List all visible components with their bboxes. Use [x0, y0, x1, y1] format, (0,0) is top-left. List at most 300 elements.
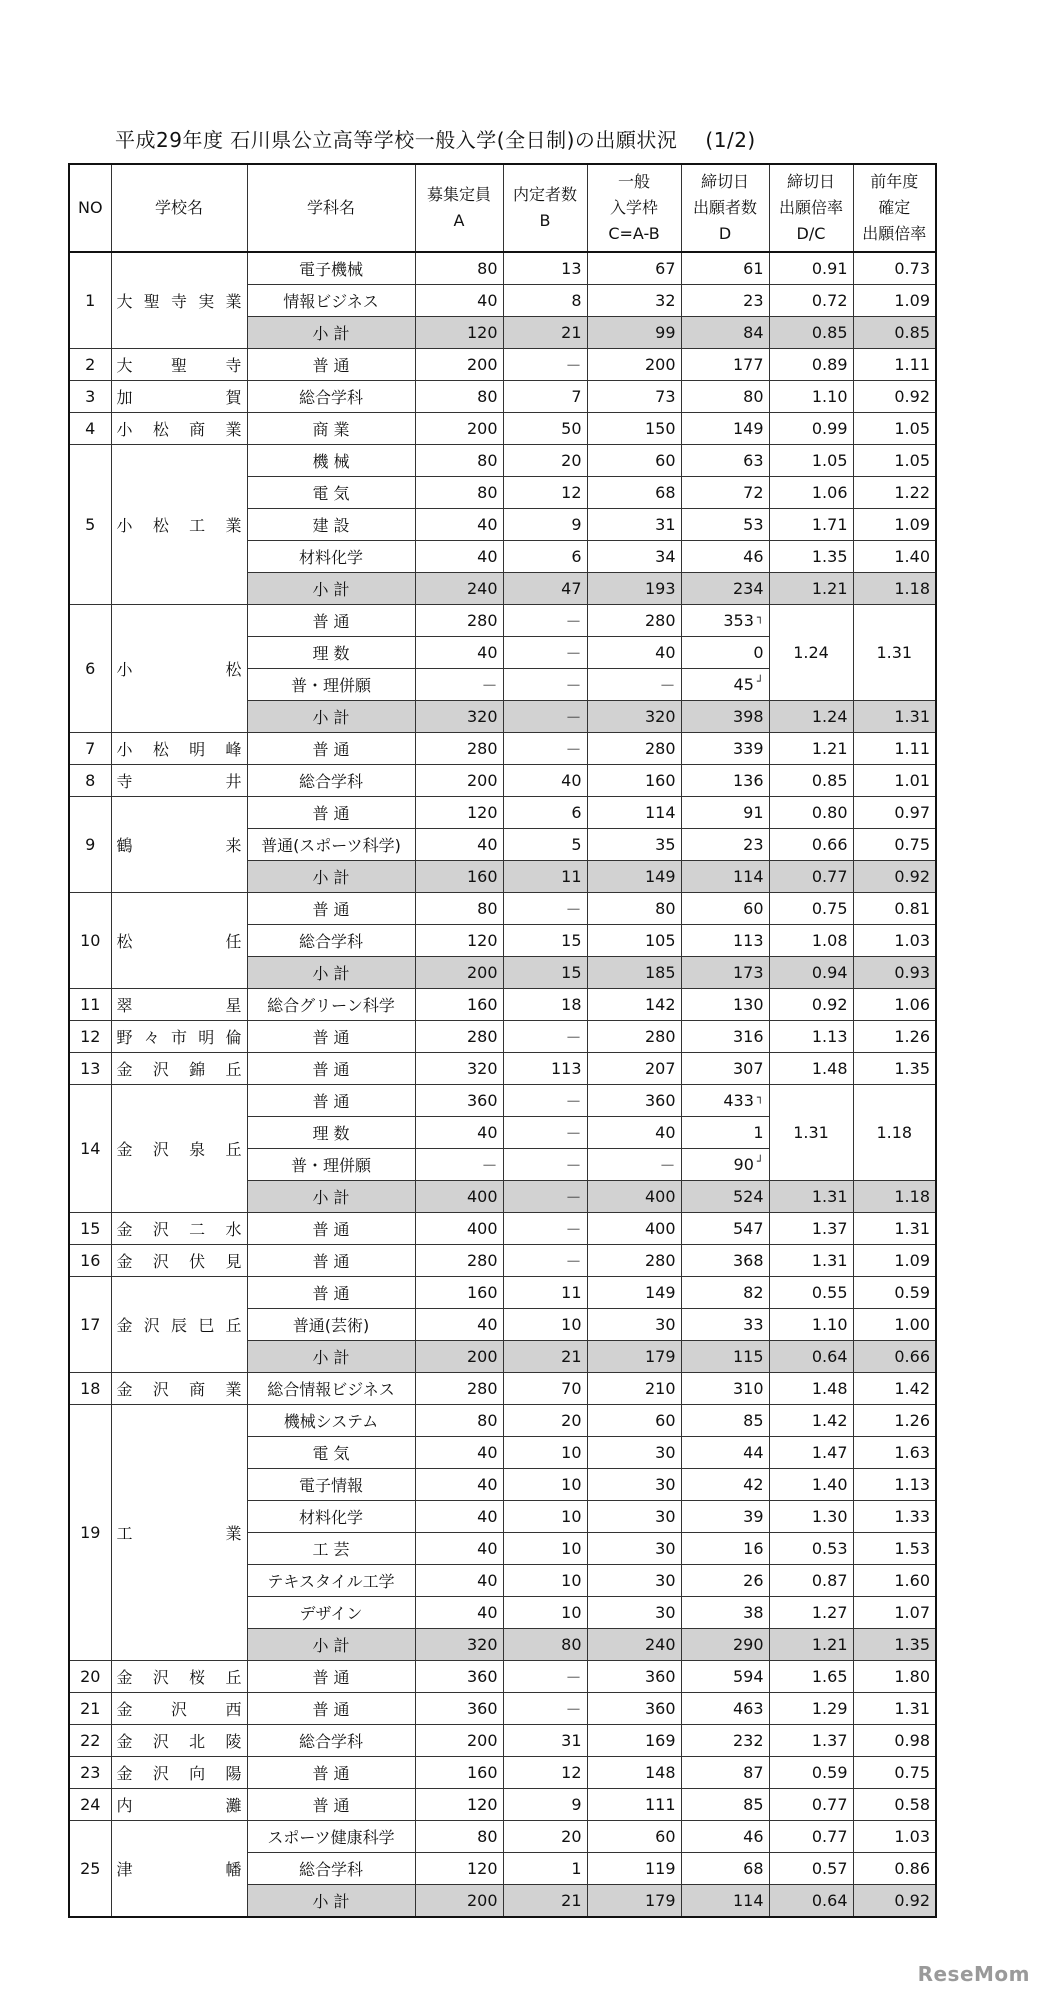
applicants-cell: 26: [681, 1565, 769, 1597]
capacity-cell: 120: [415, 317, 503, 349]
table-row: [69, 1213, 936, 1245]
school-no-cell: 9: [69, 797, 111, 893]
general-slots-cell: 60: [587, 445, 681, 477]
table-row: [69, 1757, 936, 1789]
school-name-cell: 金沢錦丘: [111, 1053, 247, 1085]
applicants-cell: 173: [681, 957, 769, 989]
applicants-cell: 114: [681, 1885, 769, 1918]
prev-ratio-cell: 0.92: [853, 1885, 936, 1918]
school-name-cell: 鶴来: [111, 797, 247, 893]
combined-ratio-cell: 1.24: [769, 605, 853, 701]
ratio-cell: 1.08: [769, 925, 853, 957]
prev-ratio-cell: 1.22: [853, 477, 936, 509]
general-slots-cell: 80: [587, 893, 681, 925]
admitted-cell: －: [503, 701, 587, 733]
general-slots-cell: 60: [587, 1821, 681, 1853]
col-header-ratio: 締切日 出願倍率 D/C: [769, 164, 853, 252]
capacity-cell: 160: [415, 1277, 503, 1309]
prev-ratio-cell: 1.31: [853, 1693, 936, 1725]
dept-cell: 材料化学: [247, 541, 415, 573]
prev-ratio-cell: 1.07: [853, 1597, 936, 1629]
school-name-cell: 翠星: [111, 989, 247, 1021]
applicants-cell: 524: [681, 1181, 769, 1213]
capacity-cell: 40: [415, 1597, 503, 1629]
admitted-cell: 21: [503, 1885, 587, 1918]
dept-cell: 総合グリーン科学: [247, 989, 415, 1021]
dept-cell: 電 気: [247, 1437, 415, 1469]
prev-ratio-cell: 1.35: [853, 1053, 936, 1085]
ratio-cell: 0.53: [769, 1533, 853, 1565]
ratio-cell: 1.10: [769, 1309, 853, 1341]
applicants-cell: 60: [681, 893, 769, 925]
table-row: [69, 1021, 936, 1053]
capacity-cell: 320: [415, 1629, 503, 1661]
applicants-cell: 91: [681, 797, 769, 829]
capacity-cell: 120: [415, 1789, 503, 1821]
dept-cell: 小 計: [247, 1629, 415, 1661]
prev-ratio-cell: 0.85: [853, 317, 936, 349]
ratio-cell: 1.47: [769, 1437, 853, 1469]
school-no-cell: 22: [69, 1725, 111, 1757]
admitted-cell: －: [503, 733, 587, 765]
applicants-cell: 136: [681, 765, 769, 797]
admitted-cell: 10: [503, 1533, 587, 1565]
applicants-cell: 72: [681, 477, 769, 509]
dept-cell: 普 通: [247, 1213, 415, 1245]
dept-cell: 普 通: [247, 1693, 415, 1725]
applicants-cell: 149: [681, 413, 769, 445]
admitted-cell: 20: [503, 1405, 587, 1437]
school-no-cell: 10: [69, 893, 111, 989]
admitted-cell: －: [503, 1021, 587, 1053]
ratio-cell: 1.21: [769, 573, 853, 605]
school-no-cell: 3: [69, 381, 111, 413]
capacity-cell: 200: [415, 413, 503, 445]
dept-cell: 総合学科: [247, 1725, 415, 1757]
dept-cell: 電子機械: [247, 252, 415, 285]
general-slots-cell: 280: [587, 733, 681, 765]
table-row: [69, 349, 936, 381]
capacity-cell: 40: [415, 1469, 503, 1501]
school-no-cell: 21: [69, 1693, 111, 1725]
table-row: [69, 1245, 936, 1277]
general-slots-cell: 30: [587, 1533, 681, 1565]
prev-ratio-cell: 0.59: [853, 1277, 936, 1309]
prev-ratio-cell: 0.92: [853, 381, 936, 413]
prev-ratio-cell: 0.75: [853, 829, 936, 861]
dept-cell: 普・理併願: [247, 1149, 415, 1181]
ratio-cell: 0.64: [769, 1341, 853, 1373]
page-indicator: (1/2): [705, 128, 756, 152]
admitted-cell: 6: [503, 797, 587, 829]
applicants-cell: 234: [681, 573, 769, 605]
dept-cell: 普 通: [247, 893, 415, 925]
applicants-cell: 115: [681, 1341, 769, 1373]
dept-cell: 小 計: [247, 861, 415, 893]
general-slots-cell: 68: [587, 477, 681, 509]
capacity-cell: 200: [415, 1341, 503, 1373]
applicants-cell: 23: [681, 285, 769, 317]
dept-cell: 総合学科: [247, 1853, 415, 1885]
applicants-value: 90: [733, 1155, 754, 1174]
ratio-cell: 1.42: [769, 1405, 853, 1437]
school-name-cell: 金沢西: [111, 1693, 247, 1725]
prev-ratio-cell: 0.97: [853, 797, 936, 829]
admitted-cell: 13: [503, 252, 587, 285]
school-no-cell: 11: [69, 989, 111, 1021]
general-slots-cell: 99: [587, 317, 681, 349]
general-slots-cell: 149: [587, 861, 681, 893]
admitted-cell: 12: [503, 477, 587, 509]
ratio-cell: 0.77: [769, 1789, 853, 1821]
col-header-general: 一般 入学枠 C=A-B: [587, 164, 681, 252]
general-slots-cell: 148: [587, 1757, 681, 1789]
general-slots-cell: 34: [587, 541, 681, 573]
applicants-value: 45: [733, 675, 754, 694]
dept-cell: 機 械: [247, 445, 415, 477]
admitted-cell: －: [503, 1245, 587, 1277]
table-row: [69, 605, 936, 637]
school-name-cell: 野々市明倫: [111, 1021, 247, 1053]
dept-cell: デザイン: [247, 1597, 415, 1629]
admitted-cell: －: [503, 1149, 587, 1181]
bracket-bottom-mark: ┘: [756, 1155, 764, 1168]
dept-cell: 機械システム: [247, 1405, 415, 1437]
admitted-cell: －: [503, 1117, 587, 1149]
admitted-cell: 10: [503, 1309, 587, 1341]
dept-cell: 普 通: [247, 1245, 415, 1277]
general-slots-cell: 193: [587, 573, 681, 605]
admitted-cell: 113: [503, 1053, 587, 1085]
col-header-capacity: 募集定員 A: [415, 164, 503, 252]
general-slots-cell: 30: [587, 1309, 681, 1341]
applicants-cell: 113: [681, 925, 769, 957]
applicants-cell: 114: [681, 861, 769, 893]
capacity-cell: 40: [415, 1309, 503, 1341]
school-no-cell: 24: [69, 1789, 111, 1821]
prev-ratio-cell: 1.26: [853, 1405, 936, 1437]
prev-ratio-cell: 1.60: [853, 1565, 936, 1597]
dept-cell: 小 計: [247, 701, 415, 733]
capacity-cell: 200: [415, 1885, 503, 1918]
dept-cell: 総合学科: [247, 925, 415, 957]
school-no-cell: 14: [69, 1085, 111, 1213]
admitted-cell: 10: [503, 1565, 587, 1597]
general-slots-cell: 149: [587, 1277, 681, 1309]
school-name-cell: 津幡: [111, 1821, 247, 1918]
school-no-cell: 25: [69, 1821, 111, 1918]
applicants-cell: 368: [681, 1245, 769, 1277]
prev-ratio-cell: 1.05: [853, 413, 936, 445]
applicants-cell: [681, 669, 769, 701]
ratio-cell: 0.57: [769, 1853, 853, 1885]
table-row: [69, 893, 936, 925]
applicants-cell: 39: [681, 1501, 769, 1533]
capacity-cell: －: [415, 669, 503, 701]
dept-cell: 普 通: [247, 1277, 415, 1309]
admitted-cell: 10: [503, 1469, 587, 1501]
general-slots-cell: 179: [587, 1341, 681, 1373]
prev-ratio-cell: 1.63: [853, 1437, 936, 1469]
school-no-cell: 6: [69, 605, 111, 733]
applications-table: [68, 163, 937, 1918]
dept-cell: 普 通: [247, 1789, 415, 1821]
dept-cell: 小 計: [247, 1181, 415, 1213]
capacity-cell: 40: [415, 1501, 503, 1533]
school-name-cell: 小松明峰: [111, 733, 247, 765]
admitted-cell: 11: [503, 1277, 587, 1309]
ratio-cell: 0.77: [769, 1821, 853, 1853]
document-title: [115, 124, 895, 153]
table-row: [69, 1373, 936, 1405]
admitted-cell: 5: [503, 829, 587, 861]
capacity-cell: 160: [415, 1757, 503, 1789]
school-no-cell: 12: [69, 1021, 111, 1053]
prev-ratio-cell: 1.09: [853, 285, 936, 317]
admitted-cell: 9: [503, 509, 587, 541]
general-slots-cell: 30: [587, 1597, 681, 1629]
school-name-cell: 金沢泉丘: [111, 1085, 247, 1213]
capacity-cell: 80: [415, 381, 503, 413]
ratio-cell: 1.37: [769, 1725, 853, 1757]
admitted-cell: 10: [503, 1597, 587, 1629]
applicants-cell: 16: [681, 1533, 769, 1565]
general-slots-cell: －: [587, 669, 681, 701]
admitted-cell: 47: [503, 573, 587, 605]
prev-ratio-cell: 1.06: [853, 989, 936, 1021]
dept-cell: 総合情報ビジネス: [247, 1373, 415, 1405]
applicants-value: 433: [723, 1091, 754, 1110]
ratio-cell: 1.31: [769, 1245, 853, 1277]
dept-cell: 普 通: [247, 733, 415, 765]
admitted-cell: 6: [503, 541, 587, 573]
capacity-cell: 40: [415, 541, 503, 573]
capacity-cell: 160: [415, 861, 503, 893]
school-name-cell: 小松: [111, 605, 247, 733]
dept-cell: 商 業: [247, 413, 415, 445]
ratio-cell: 1.48: [769, 1373, 853, 1405]
table-row: [69, 1693, 936, 1725]
ratio-cell: 1.40: [769, 1469, 853, 1501]
table-row: [69, 1789, 936, 1821]
general-slots-cell: 360: [587, 1693, 681, 1725]
capacity-cell: 280: [415, 1245, 503, 1277]
admitted-cell: 10: [503, 1437, 587, 1469]
prev-ratio-cell: 0.92: [853, 861, 936, 893]
dept-cell: 普 通: [247, 1085, 415, 1117]
general-slots-cell: 280: [587, 1021, 681, 1053]
capacity-cell: 40: [415, 829, 503, 861]
general-slots-cell: 160: [587, 765, 681, 797]
admitted-cell: 10: [503, 1501, 587, 1533]
ratio-cell: 0.59: [769, 1757, 853, 1789]
general-slots-cell: 30: [587, 1501, 681, 1533]
ratio-cell: 1.65: [769, 1661, 853, 1693]
general-slots-cell: 40: [587, 637, 681, 669]
general-slots-cell: 30: [587, 1565, 681, 1597]
school-name-cell: 工業: [111, 1405, 247, 1661]
applicants-cell: 53: [681, 509, 769, 541]
prev-ratio-cell: 0.93: [853, 957, 936, 989]
admitted-cell: －: [503, 1181, 587, 1213]
capacity-cell: 80: [415, 477, 503, 509]
applicants-cell: 1: [681, 1117, 769, 1149]
general-slots-cell: 111: [587, 1789, 681, 1821]
table-row: [69, 765, 936, 797]
applicants-cell: [681, 1149, 769, 1181]
admitted-cell: 18: [503, 989, 587, 1021]
dept-cell: 普 通: [247, 1053, 415, 1085]
school-name-cell: 内灘: [111, 1789, 247, 1821]
admitted-cell: －: [503, 1085, 587, 1117]
admitted-cell: 7: [503, 381, 587, 413]
capacity-cell: 120: [415, 925, 503, 957]
prev-ratio-cell: 1.09: [853, 509, 936, 541]
general-slots-cell: 240: [587, 1629, 681, 1661]
school-name-cell: 小松商業: [111, 413, 247, 445]
prev-ratio-cell: 1.42: [853, 1373, 936, 1405]
dept-cell: 理 数: [247, 1117, 415, 1149]
school-no-cell: 19: [69, 1405, 111, 1661]
prev-ratio-cell: 1.03: [853, 1821, 936, 1853]
general-slots-cell: 360: [587, 1085, 681, 1117]
bracket-bottom-mark: ┘: [756, 675, 764, 688]
general-slots-cell: 30: [587, 1469, 681, 1501]
resemom-logo: ReseMom: [917, 1962, 1030, 1986]
table-row: [69, 413, 936, 445]
dept-cell: 普通(芸術): [247, 1309, 415, 1341]
school-name-cell: 加賀: [111, 381, 247, 413]
prev-ratio-cell: 0.98: [853, 1725, 936, 1757]
admitted-cell: 9: [503, 1789, 587, 1821]
applicants-cell: 316: [681, 1021, 769, 1053]
capacity-cell: 40: [415, 1565, 503, 1597]
table-row: [69, 1405, 936, 1437]
capacity-cell: 120: [415, 1853, 503, 1885]
admitted-cell: 15: [503, 957, 587, 989]
dept-cell: 普 通: [247, 349, 415, 381]
prev-ratio-cell: 1.80: [853, 1661, 936, 1693]
prev-ratio-cell: 1.26: [853, 1021, 936, 1053]
admitted-cell: －: [503, 893, 587, 925]
ratio-cell: 1.21: [769, 733, 853, 765]
general-slots-cell: 67: [587, 252, 681, 285]
school-name-cell: 寺井: [111, 765, 247, 797]
applicants-cell: 232: [681, 1725, 769, 1757]
capacity-cell: 120: [415, 797, 503, 829]
applicants-cell: 38: [681, 1597, 769, 1629]
school-name-cell: 金沢向陽: [111, 1757, 247, 1789]
school-no-cell: 5: [69, 445, 111, 605]
capacity-cell: 40: [415, 509, 503, 541]
applicants-cell: 290: [681, 1629, 769, 1661]
col-header-no: NO: [69, 164, 111, 252]
dept-cell: 小 計: [247, 957, 415, 989]
prev-ratio-cell: 0.73: [853, 252, 936, 285]
ratio-cell: 0.91: [769, 252, 853, 285]
applicants-cell: 177: [681, 349, 769, 381]
general-slots-cell: 150: [587, 413, 681, 445]
general-slots-cell: 207: [587, 1053, 681, 1085]
dept-cell: 小 計: [247, 1341, 415, 1373]
table-body: [69, 252, 936, 1917]
dept-cell: 電子情報: [247, 1469, 415, 1501]
school-no-cell: 16: [69, 1245, 111, 1277]
table-row: [69, 1053, 936, 1085]
dept-cell: 普 通: [247, 797, 415, 829]
prev-ratio-cell: 1.35: [853, 1629, 936, 1661]
capacity-cell: 280: [415, 733, 503, 765]
school-name-cell: 大聖寺: [111, 349, 247, 381]
general-slots-cell: 400: [587, 1213, 681, 1245]
table-row: [69, 1821, 936, 1853]
ratio-cell: 1.35: [769, 541, 853, 573]
school-no-cell: 23: [69, 1757, 111, 1789]
col-header-applicants: 締切日 出願者数 D: [681, 164, 769, 252]
ratio-cell: 1.06: [769, 477, 853, 509]
capacity-cell: 360: [415, 1693, 503, 1725]
prev-ratio-cell: 0.66: [853, 1341, 936, 1373]
ratio-cell: 1.48: [769, 1053, 853, 1085]
applicants-cell: [681, 605, 769, 637]
ratio-cell: 0.94: [769, 957, 853, 989]
general-slots-cell: －: [587, 1149, 681, 1181]
table-row: [69, 1661, 936, 1693]
prev-ratio-cell: 1.18: [853, 573, 936, 605]
general-slots-cell: 105: [587, 925, 681, 957]
capacity-cell: 40: [415, 1437, 503, 1469]
general-slots-cell: 32: [587, 285, 681, 317]
table-row: [69, 797, 936, 829]
capacity-cell: 200: [415, 957, 503, 989]
admitted-cell: 20: [503, 1821, 587, 1853]
capacity-cell: 40: [415, 1117, 503, 1149]
school-name-cell: 金沢二水: [111, 1213, 247, 1245]
admitted-cell: 11: [503, 861, 587, 893]
general-slots-cell: 210: [587, 1373, 681, 1405]
prev-ratio-cell: 1.18: [853, 1181, 936, 1213]
dept-cell: 普・理併願: [247, 669, 415, 701]
ratio-cell: 1.37: [769, 1213, 853, 1245]
dept-cell: 小 計: [247, 317, 415, 349]
general-slots-cell: 200: [587, 349, 681, 381]
school-name-cell: 金沢桜丘: [111, 1661, 247, 1693]
ratio-cell: 0.85: [769, 317, 853, 349]
school-name-cell: 松任: [111, 893, 247, 989]
applicants-cell: 61: [681, 252, 769, 285]
combined-ratio-cell: 1.31: [769, 1085, 853, 1181]
applicants-cell: 463: [681, 1693, 769, 1725]
applicants-cell: 63: [681, 445, 769, 477]
general-slots-cell: 142: [587, 989, 681, 1021]
applicants-cell: 23: [681, 829, 769, 861]
general-slots-cell: 114: [587, 797, 681, 829]
ratio-cell: 0.92: [769, 989, 853, 1021]
prev-ratio-cell: 1.31: [853, 701, 936, 733]
dept-cell: 小 計: [247, 573, 415, 605]
general-slots-cell: 60: [587, 1405, 681, 1437]
school-no-cell: 4: [69, 413, 111, 445]
admitted-cell: －: [503, 349, 587, 381]
capacity-cell: 80: [415, 1821, 503, 1853]
capacity-cell: 40: [415, 637, 503, 669]
dept-cell: 総合学科: [247, 381, 415, 413]
dept-cell: 電 気: [247, 477, 415, 509]
prev-ratio-cell: 1.03: [853, 925, 936, 957]
admitted-cell: 1: [503, 1853, 587, 1885]
applicants-cell: 87: [681, 1757, 769, 1789]
capacity-cell: 280: [415, 605, 503, 637]
